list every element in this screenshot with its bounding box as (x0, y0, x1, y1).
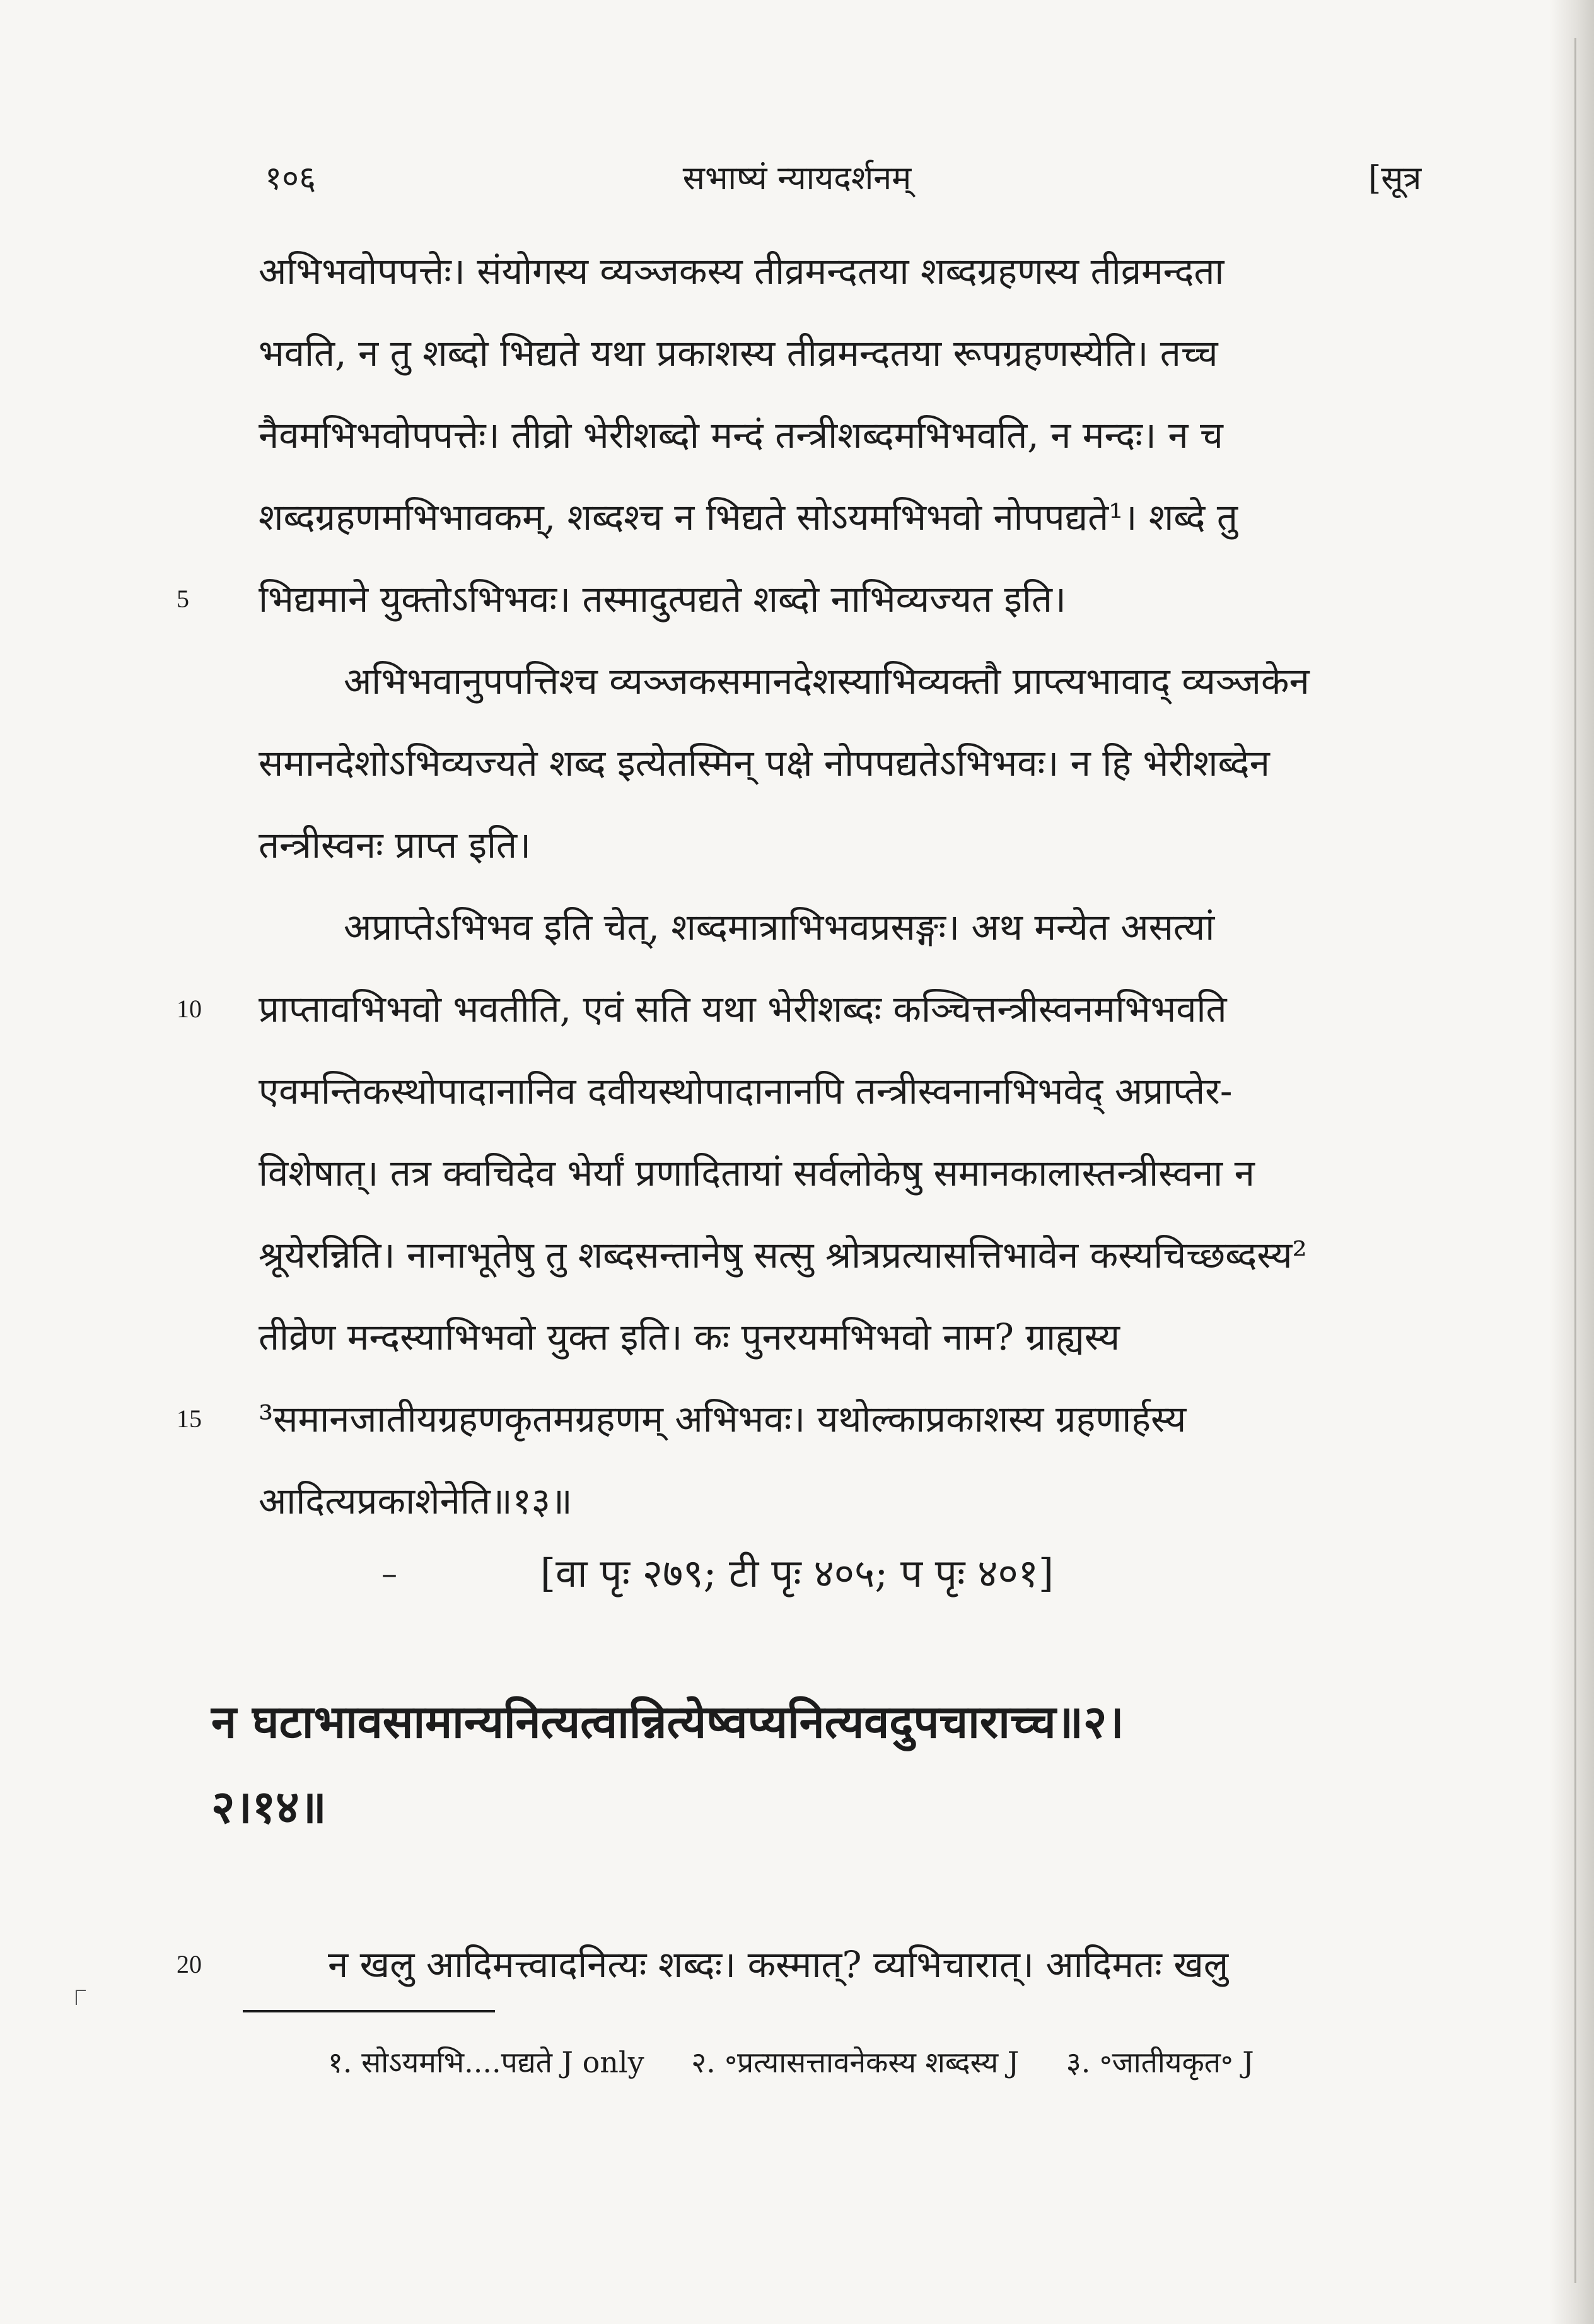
text-line-8: तन्त्रीस्वनः प्राप्त इति। (259, 824, 532, 867)
footnotes (328, 2034, 1463, 2091)
line-number-10: 10 (177, 995, 202, 1023)
running-header (0, 155, 1594, 205)
running-title: सभाष्यं न्यायदर्शनम् (682, 160, 912, 197)
text-line-7: समानदेशोऽभिव्यज्यते शब्द इत्येतस्मिन् पक्षे नोपपद्यतेऽभिभवः। न हि भेरीशब्देन (259, 742, 1270, 785)
footnote-3: ३. ॰जातीयकृत॰ J (1066, 2045, 1254, 2079)
text-line-5: भिद्यमाने युक्तोऽभिभवः। तस्मादुत्पद्यते शब्दो नाभिव्यज्यत इति। (259, 578, 1066, 621)
text-line-6: अभिभवानुपपत्तिश्च व्यञ्जकसमानदेशस्याभिव्यक्तौ प्राप्त्यभावाद् व्यञ्जकेन (344, 660, 1310, 703)
commentary-reference: [वा पृः २७९; टी पृः ४०५; प पृः ४०१] (540, 1550, 1054, 1596)
text-line-12: विशेषात्। तत्र क्वचिदेव भेर्यां प्रणादितायां सर्वलोकेषु समानकालास्तन्त्रीस्वना न (259, 1152, 1255, 1194)
reference-dash: – (381, 1555, 397, 1592)
text-line-15: ³समानजातीयग्रहणकृतमग्रहणम् अभिभवः। यथोल्काप्रकाशस्य ग्रहणार्हस्य (259, 1398, 1187, 1440)
text-line-10: प्राप्तावभिभवो भवतीति, एवं सति यथा भेरीशब्दः कञ्चित्तन्त्रीस्वनमभिभवति (259, 988, 1227, 1031)
text-line-13: श्रूयेरन्निति। नानाभूतेषु तु शब्दसन्तानेषु सत्सु श्रोत्रप्रत्यासत्तिभावेन कस्यचिच्छब्दस्य² (259, 1234, 1307, 1276)
text-line-2: भवति, न तु शब्दो भिद्यते यथा प्रकाशस्य तीव्रमन्दतया रूपग्रहणस्येति। तच्च (259, 332, 1218, 375)
text-line-14: तीव्रेण मन्दस्याभिभवो युक्त इति। कः पुनरयमभिभवो नाम? ग्राह्यस्य (259, 1316, 1120, 1358)
text-line-4: शब्दग्रहणमभिभावकम्, शब्दश्च न भिद्यते सोऽयमभिभवो नोपपद्यते¹। शब्दे तु (259, 496, 1238, 539)
footnote-1: १. सोऽयमभि....पद्यते J only (328, 2045, 644, 2079)
line-number-20: 20 (177, 1950, 202, 1978)
text-line-11: एवमन्तिकस्थोपादानानिव दवीयस्थोपादानानपि तन्त्रीस्वनानभिभवेद् अप्राप्तेर- (259, 1070, 1233, 1112)
footnote-rule (243, 2010, 495, 2012)
line-number-15: 15 (177, 1404, 202, 1433)
text-line-9: अप्राप्तेऽभिभव इति चेत्, शब्दमात्राभिभवप्रसङ्गः। अथ मन्येत असत्यां (344, 906, 1215, 949)
sutra-line-1: न घटाभावसामान्यनित्यत्वान्नित्येष्वप्यनित्यवदुपचाराच्च॥२। (211, 1695, 1124, 1748)
text-line-16: आदित्यप्रकाशेनेति॥१३॥ (259, 1480, 573, 1522)
binding-edge-line (1574, 38, 1576, 2283)
line-number-5: 5 (177, 585, 189, 613)
margin-mark (76, 1990, 86, 2005)
footnote-2: २. ॰प्रत्यासत्तावनेकस्य शब्दस्य J (691, 2045, 1020, 2079)
page-edge-shadow (1550, 0, 1594, 2324)
text-line-3: नैवमभिभवोपपत्तेः। तीव्रो भेरीशब्दो मन्दं तन्त्रीशब्दमभिभवति, न मन्दः। न च (259, 414, 1223, 457)
page-number: १०६ (265, 160, 317, 197)
section-label: [सूत्र (1368, 160, 1422, 197)
text-line-1: अभिभवोपपत्तेः। संयोगस्य व्यञ्जकस्य तीव्रमन्दतया शब्दग्रहणस्य तीव्रमन्दता (259, 250, 1225, 293)
sutra-line-2: २।१४॥ (211, 1780, 327, 1833)
commentary-line: न खलु आदिमत्त्वादनित्यः शब्दः। कस्मात्? व्यभिचारात्। आदिमतः खलु (328, 1943, 1229, 1986)
